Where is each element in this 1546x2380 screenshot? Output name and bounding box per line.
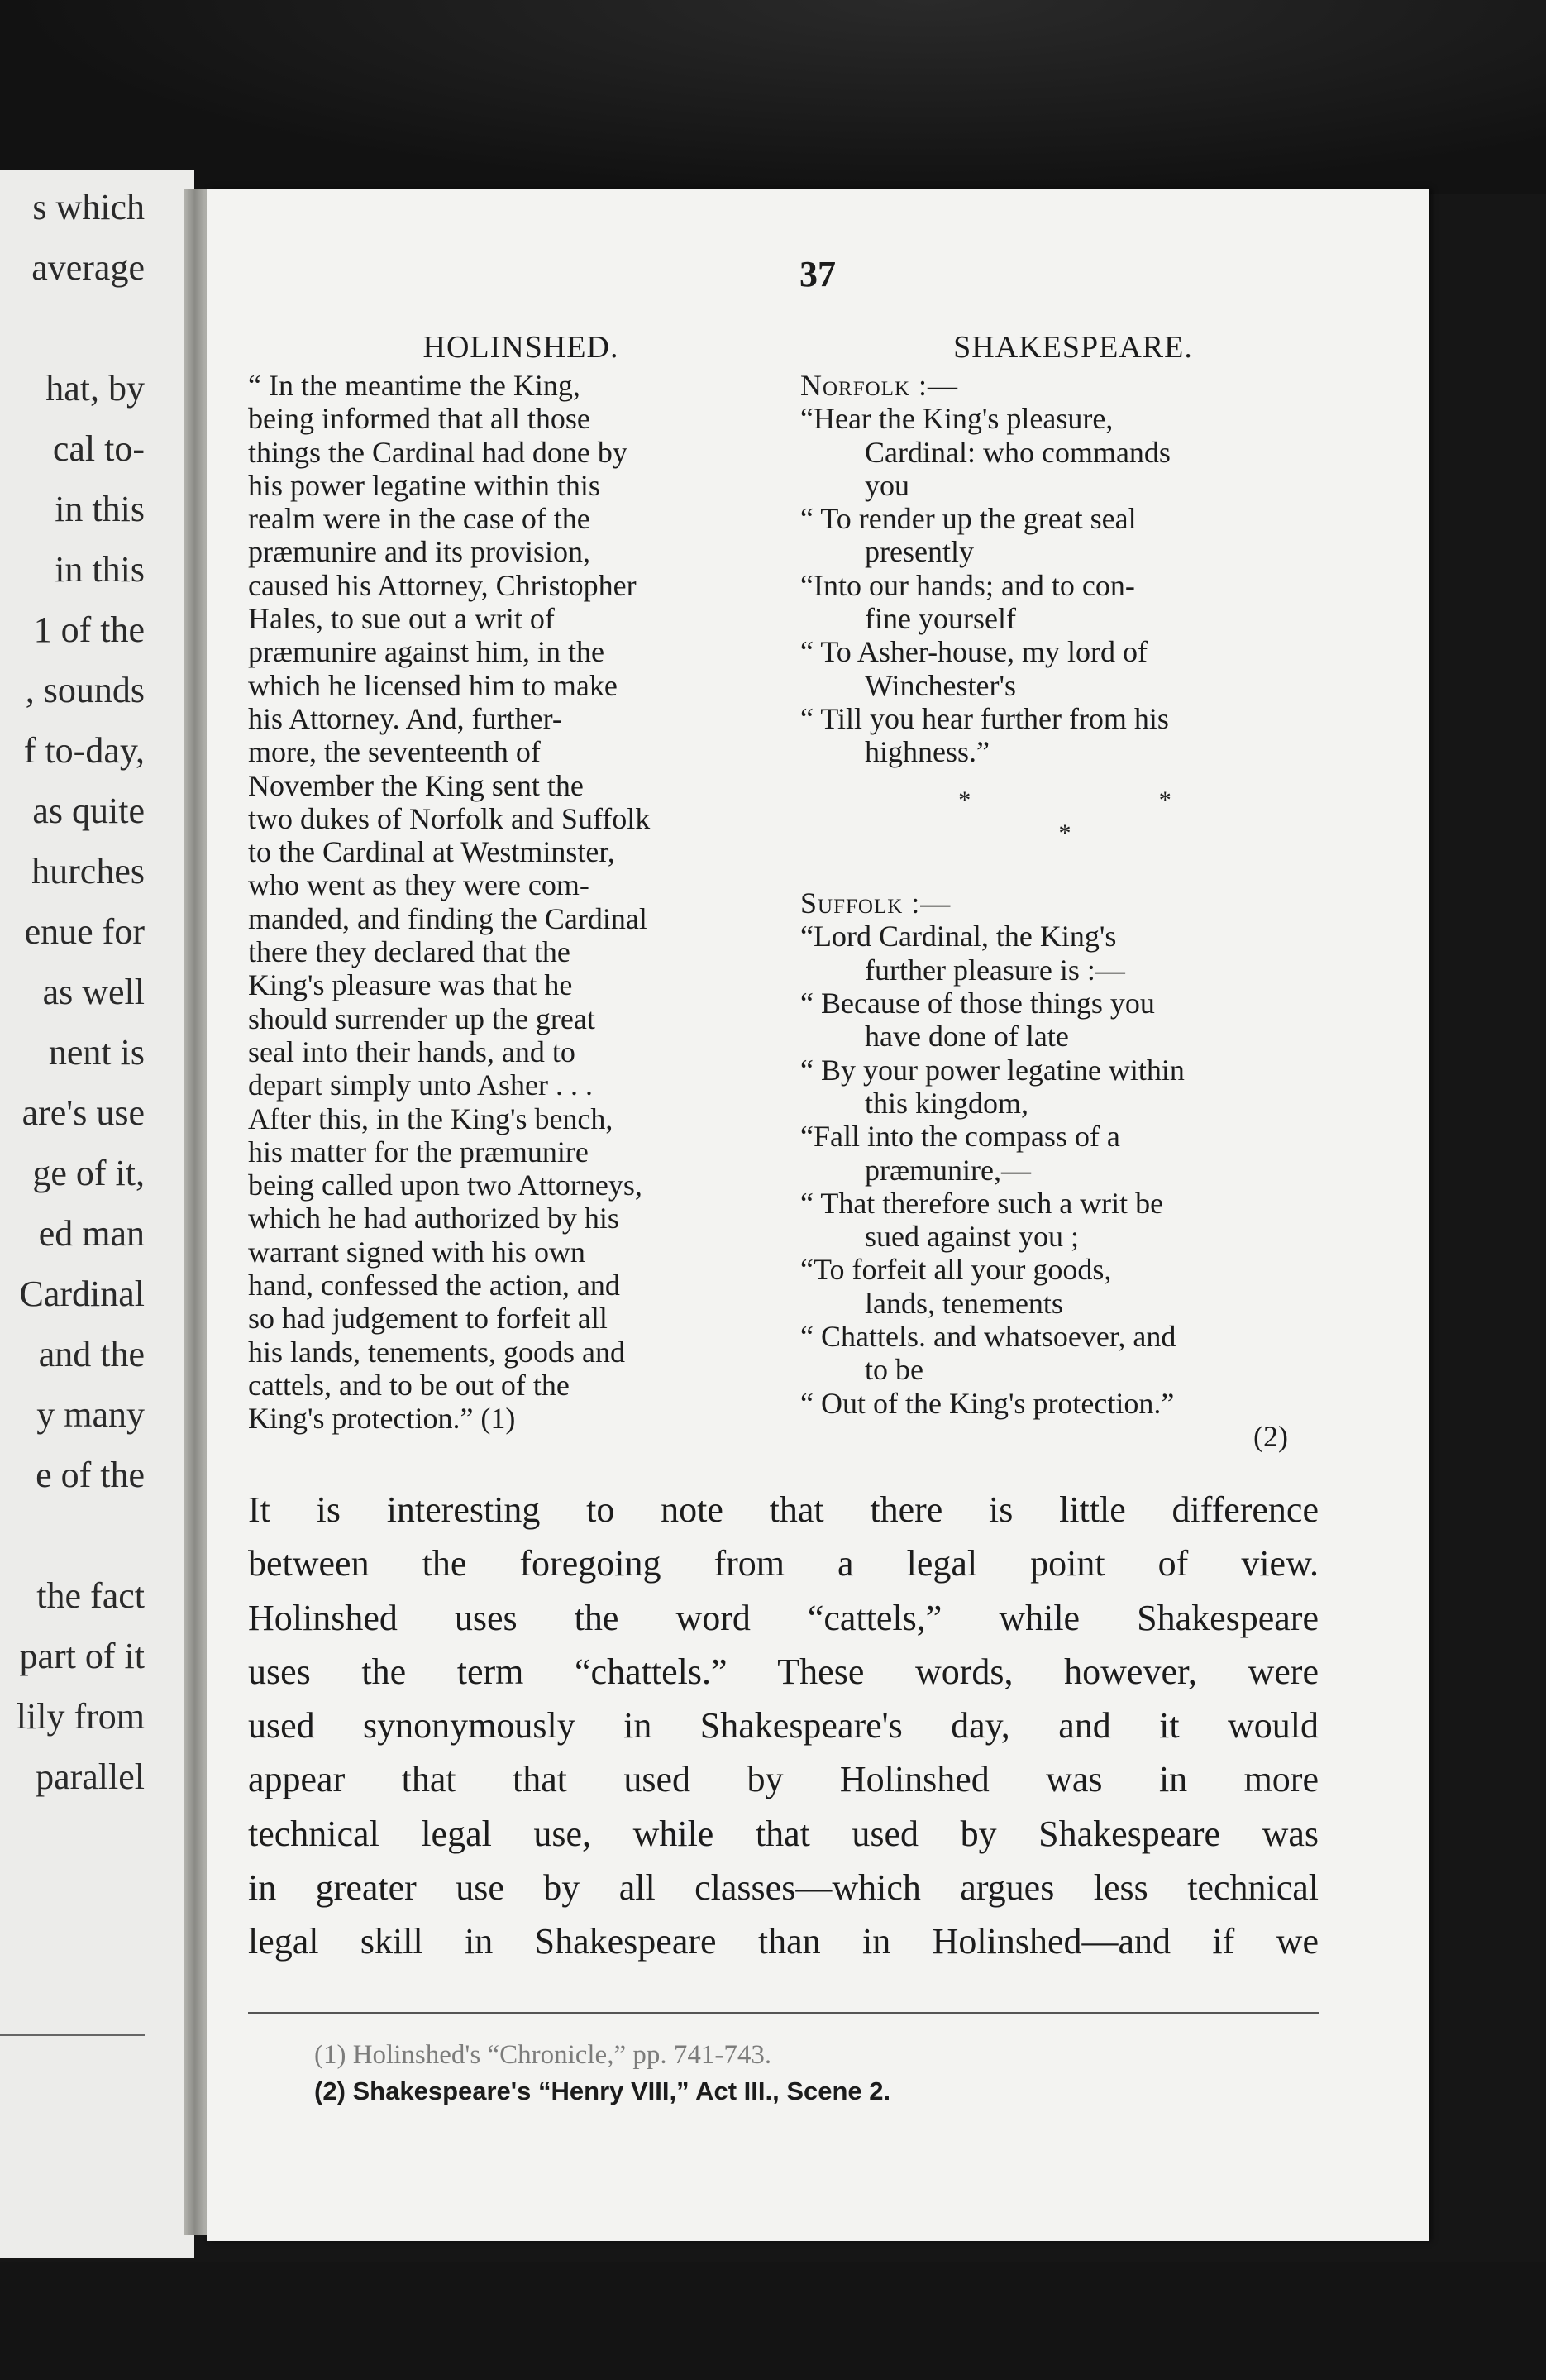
holinshed-line: his Attorney. And, further- [248,701,562,735]
verse-line: “ That therefore such a writ be [800,1186,1164,1220]
holinshed-line: his power legatine within this [248,468,600,502]
holinshed-line: præmunire and its provision, [248,535,590,569]
verse-continuation: lands, tenements [865,1286,1063,1320]
verse-continuation: to be [865,1353,923,1387]
facing-page-line: hat, by [45,368,145,409]
facing-page-line: cal to- [52,428,145,469]
verse-continuation: have done of late [865,1020,1069,1054]
verse [800,1253,1346,1320]
facing-page-line: , sounds [25,670,145,710]
facing-page-line: average [31,247,145,288]
verse [800,702,1346,769]
facing-page-line: 1 of the [33,609,145,650]
holinshed-line: caused his Attorney, Christopher [248,568,637,602]
holinshed-line: Hales, to sue out a writ of [248,602,555,636]
verse-line: “Fall into the compass of a [800,1120,1120,1154]
holinshed-line: so had judgement to forfeit all [248,1302,608,1336]
holinshed-line: which he licensed him to make [248,668,618,702]
holinshed-line: King's pleasure was that he [248,968,573,1002]
holinshed-line: being informed that all those [248,402,590,436]
verse [800,402,1346,502]
facing-page-line: y many [36,1394,145,1435]
body-line: legal skill in Shakespeare than in Holinshed—and if we [248,1921,1319,1962]
verse-continuation: fine yourself [865,602,1016,636]
holinshed-column [248,331,794,1436]
facing-page-line: lily from [16,1696,145,1737]
verse-continuation: Cardinal: who commands [865,435,1171,469]
verse [800,920,1346,987]
holinshed-quote [248,369,794,1436]
verse [800,1387,1346,1420]
facing-page-line: and the [38,1334,145,1374]
verse-line: “ Chattels. and whatsoever, and [800,1320,1176,1354]
holinshed-line: After this, in the King's bench, [248,1102,613,1135]
footnote-2: (2) Shakespeare's “Henry VIII,” Act III., Scene 2. [314,2077,891,2105]
book-gutter [184,189,208,2235]
verse-continuation: sued against you ; [865,1220,1079,1254]
shakespeare-column [800,331,1346,1453]
footnote-1: (1) Holinshed's “Chronicle,” pp. 741-743. [314,2040,772,2070]
holinshed-line: depart simply unto Asher . . . [248,1068,593,1102]
facing-page-line: e of the [36,1455,145,1495]
holinshed-line: there they declared that the [248,935,570,969]
shakespeare-reference: (2) [1253,1419,1288,1453]
holinshed-line: his lands, tenements, goods and [248,1335,625,1369]
holinshed-line: his matter for the præmunire [248,1135,589,1168]
section-stars: * * * [958,786,1262,847]
verse-line: “Lord Cardinal, the King's [800,920,1117,953]
holinshed-line: seal into their hands, and to [248,1035,575,1068]
holinshed-line: “ In the meantime the King, [248,369,580,402]
body-line: technical legal use, while that used by Shakespeare was [248,1813,1319,1854]
verse-line: “ Till you hear further from his [800,701,1169,735]
verse-continuation: this kingdom, [865,1086,1029,1120]
verse-line: “ To render up the great seal [800,502,1137,536]
body-line: in greater use by all classes—which argues less technical [248,1867,1319,1909]
verse-line: “To forfeit all your goods, [800,1253,1112,1287]
verse-line: “ To Asher-house, my lord of [800,635,1148,669]
facing-page-line: the fact [36,1575,145,1616]
verse [800,987,1346,1054]
facing-page-line: in this [55,549,145,590]
facing-page-line: part of it [19,1636,145,1676]
background-bottom [0,2262,1546,2380]
verse-line: “ Because of those things you [800,987,1155,1020]
verse [800,1054,1346,1121]
holinshed-line: King's protection.” (1) [248,1402,516,1436]
body-line: uses the term “chattels.” These words, however, were [248,1651,1319,1692]
holinshed-line: November the King sent the [248,768,584,802]
holinshed-line: præmunire against him, in the [248,635,604,669]
holinshed-line: being called upon two Attorneys, [248,1168,642,1202]
suffolk-speech [800,920,1346,1419]
facing-page-line: hurches [31,851,145,891]
holinshed-line: to the Cardinal at Westminster, [248,835,615,869]
holinshed-line: who went as they were com- [248,868,589,902]
holinshed-line: which he had authorized by his [248,1202,619,1235]
facing-page-line: nent is [48,1032,145,1073]
holinshed-line: should surrender up the great [248,1001,595,1035]
facing-page-line: s which [32,187,145,227]
body-line: Holinshed uses the word “cattels,” while Shakespeare [248,1597,1319,1638]
facing-page-line: ge of it, [32,1153,145,1193]
verse-continuation: further pleasure is :— [865,953,1125,987]
verse [800,1187,1346,1254]
footnotes [314,2037,890,2110]
body-paragraph [248,1483,1319,1969]
speaker-suffolk: Suffolk :— [800,887,952,920]
holinshed-line: things the Cardinal had done by [248,435,627,469]
holinshed-line: more, the seventeenth of [248,735,541,769]
verse-continuation: Winchester's [865,668,1016,702]
footnote-rule [248,2012,1319,2014]
facing-page-line: ed man [38,1213,145,1254]
page-number: 37 [799,254,836,294]
verse [800,502,1346,569]
facing-page-line: parallel [36,1756,145,1797]
verse-continuation: præmunire,— [865,1153,1031,1187]
speaker-norfolk: Norfolk :— [800,369,959,402]
background-top [0,0,1546,194]
verse [800,1120,1346,1187]
holinshed-line: realm were in the case of the [248,502,590,536]
body-line: appear that that used by Holinshed was in more [248,1759,1319,1800]
facing-page [0,170,194,2258]
verse [800,635,1346,702]
verse-line: “Hear the King's pleasure, [800,402,1114,436]
facing-page-line: Cardinal [19,1274,145,1314]
facing-page-line: f to-day, [23,730,145,771]
body-line: used synonymously in Shakespeare's day, and it would [248,1705,1319,1747]
facing-page-line: are's use [21,1092,145,1133]
shakespeare-heading: SHAKESPEARE. [953,330,1193,365]
verse-continuation: you [865,468,909,502]
facing-page-line: enue for [24,911,145,952]
verse-line: “Into our hands; and to con- [800,568,1135,602]
holinshed-line: warrant signed with his own [248,1235,585,1269]
verse-line: “ Out of the King's protection.” [800,1386,1175,1420]
facing-page-line: as quite [32,791,145,831]
holinshed-line: hand, confessed the action, and [248,1269,620,1302]
body-line: It is interesting to note that there is little difference [248,1489,1319,1530]
body-line: between the foregoing from a legal point of view. [248,1543,1319,1584]
verse-line: “ By your power legatine within [800,1053,1185,1087]
verse [800,1320,1346,1387]
facing-page-line: as well [42,972,145,1012]
holinshed-line: manded, and finding the Cardinal [248,901,647,935]
verse-continuation: highness.” [865,735,990,769]
holinshed-line: two dukes of Norfolk and Suffolk [248,801,651,835]
verse [800,569,1346,636]
page [207,189,1429,2241]
holinshed-heading: HOLINSHED. [422,330,619,365]
norfolk-speech [800,402,1346,768]
holinshed-line: cattels, and to be out of the [248,1368,570,1402]
verse-continuation: presently [865,535,974,569]
facing-page-line: in this [55,489,145,529]
facing-page-rule [0,2034,145,2036]
